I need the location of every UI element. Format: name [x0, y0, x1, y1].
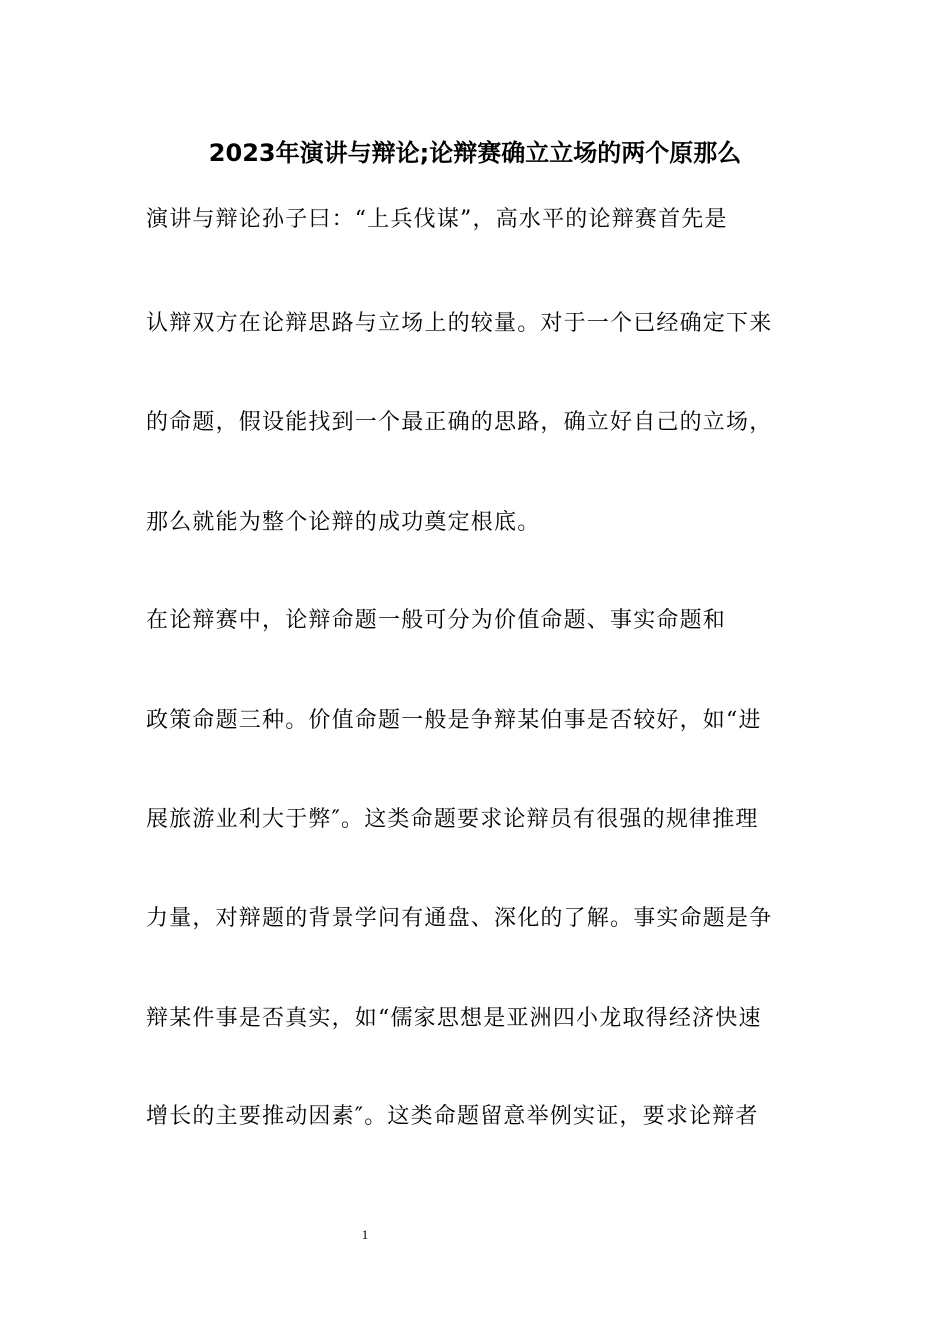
- body-line-6: 政策命题三种。价值命题一般是争辩某伯事是否较好，如“进: [146, 708, 762, 733]
- document-title: 2023年演讲与辩论;论辩赛确立立场的两个原那么: [208, 139, 742, 167]
- body-line-8: 力量，对辩题的背景学问有通盘、深化的了解。事实命题是争: [146, 906, 773, 931]
- page-number: 1: [361, 1227, 369, 1242]
- body-line-9: 辩某件事是否真实，如“儒家思想是亚洲四小龙取得经济快速: [146, 1006, 762, 1031]
- body-line-5: 在论辩赛中，论辩命题一般可分为价值命题、事实命题和: [146, 608, 727, 633]
- body-line-2: 认辩双方在论辩思路与立场上的较量。对于一个已经确定下来: [146, 311, 773, 336]
- body-line-3: 的命题，假设能找到一个最正确的思路，确立好自己的立场，: [146, 410, 773, 435]
- body-line-10: 增长的主要推动因素″。这类命题留意举例实证，要求论辩者: [146, 1104, 759, 1129]
- body-line-4: 那么就能为整个论辩的成功奠定根底。: [146, 510, 541, 535]
- body-line-7: 展旅游业利大于弊″。这类命题要求论辩员有很强的规律推理: [146, 807, 759, 832]
- body-line-1: 演讲与辩论孙子曰：“上兵伐谋”，高水平的论辩赛首先是: [146, 207, 728, 232]
